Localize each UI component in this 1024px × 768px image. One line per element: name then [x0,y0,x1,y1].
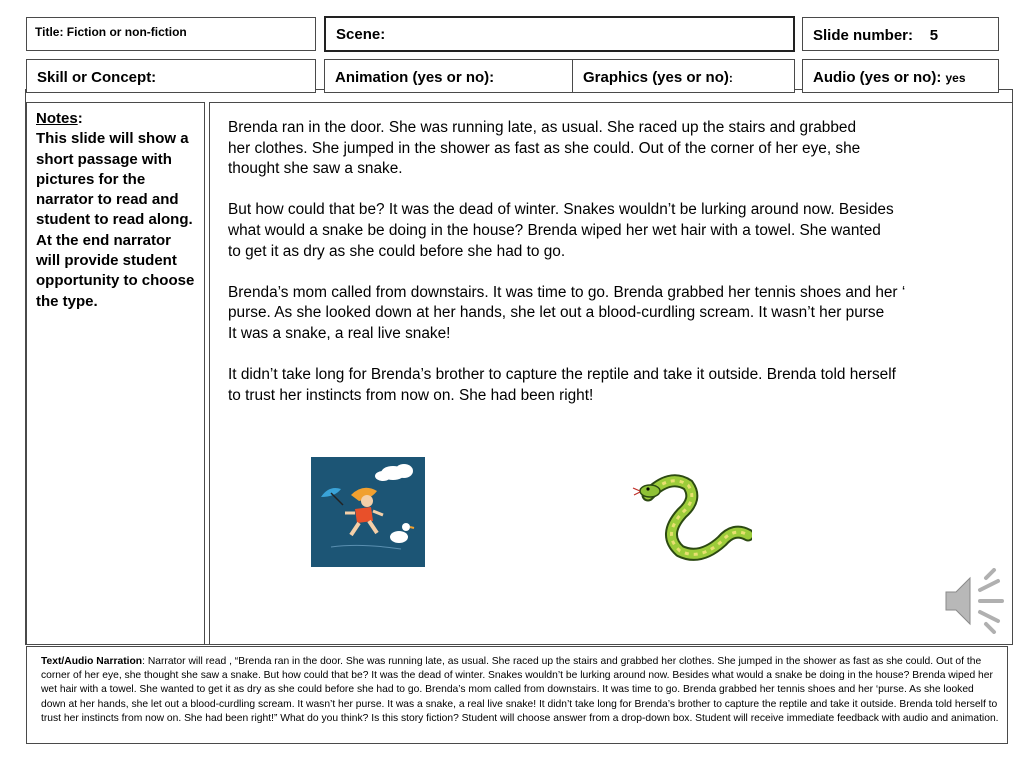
graphics-colon: : [728,71,733,85]
skill-box [26,59,316,93]
story-text [228,118,998,427]
story-paragraph-3 [228,283,998,345]
slide-number-box [802,17,999,51]
title-text: Title: Fiction or non-fiction [35,25,187,39]
narration-label: Text/Audio Narration [41,656,143,667]
skill-label: Skill or Concept: [37,69,157,86]
notes-heading: Notes [36,110,78,127]
speaker-icon[interactable] [942,568,1010,634]
story-line: to get it as dry as she could before she had to go. [228,242,566,260]
story-line: Brenda’s mom called from downstairs. It was time to go. Brenda grabbed her tennis shoes and her ‘ [228,283,906,301]
graphics-box [572,59,795,93]
slide-number-value: 5 [929,27,939,44]
story-line: But how could that be? It was the dead of winter. Snakes wouldn’t be lurking around now. Besides [228,201,894,219]
story-line: thought she saw a snake. [228,160,403,178]
story-paragraph-1 [228,118,998,180]
title-box [26,17,316,51]
story-line: her clothes. She jumped in the shower as fast as she could. Out of the corner of her eye, she [228,139,861,157]
story-line: purse. As she looked down at her hands, she let out a blood-curdling scream. It wasn’t her purse [228,304,885,322]
story-line: It didn’t take long for Brenda’s brother to capture the reptile and take it outside. Brenda told herself [228,366,896,384]
slide-number-label: Slide number: [813,27,914,44]
story-paragraph-2 [228,200,998,262]
audio-label: Audio (yes or no): [813,69,942,86]
story-line: to trust her instincts from now on. She had been right! [228,386,594,404]
notes-box [26,102,205,645]
notes-body: This slide will show a short passage with pictures for the narrator to read and student to read along. At the end narrator will provide student opportunity to choose the type. [36,130,195,310]
scene-box [324,16,795,52]
snake-clipart [630,465,752,563]
narration-colon: : [142,656,145,667]
story-line: It was a snake, a real live snake! [228,324,451,342]
story-line: what would a snake be doing in the house? Brenda wiped her wet hair with a towel. She wanted [228,221,881,239]
girl-running-clipart [311,457,425,567]
narration-box [26,646,1008,744]
animation-label: Animation (yes or no): [335,69,495,86]
narration-text: Narrator will read , “Brenda ran in the door. She was running late, as usual. She raced up the stairs and grabbed her clothes. She jumped in the shower as fast as she could. Out of the corner of her eye, she thought she saw a snake. But how could that be? It was the dead of winter. Snakes wouldn’t be lurking around now. Besides what would a snake be doing in the house? Brenda wiped her wet hair with a towel. She wanted to get it as dry as she could before she had to go. Brenda’s mom called from downstairs. It was time to go. Brenda grabbed her tennis shoes and her ‘purse. As she looked down at her hands, she let out a blood-curdling scream. It wasn’t her purse. It was a snake, a real live snake! It didn’t take long for Brenda’s brother to capture the reptile and take it outside. Brenda told herself to trust her instincts from now on. She had been right!” What do you think? Is this story fiction? Student will choose answer from a drop-down box. Student will receive immediate feedback with audio and animation. [41,656,999,724]
notes-colon: : [77,110,83,127]
graphics-label: Graphics (yes or no) [583,69,729,86]
audio-value: yes [945,71,966,85]
scene-label: Scene: [336,26,386,43]
audio-box [802,59,999,93]
story-paragraph-4 [228,365,998,406]
animation-box [324,59,573,93]
story-line: Brenda ran in the door. She was running late, as usual. She raced up the stairs and grabbed [228,119,857,136]
